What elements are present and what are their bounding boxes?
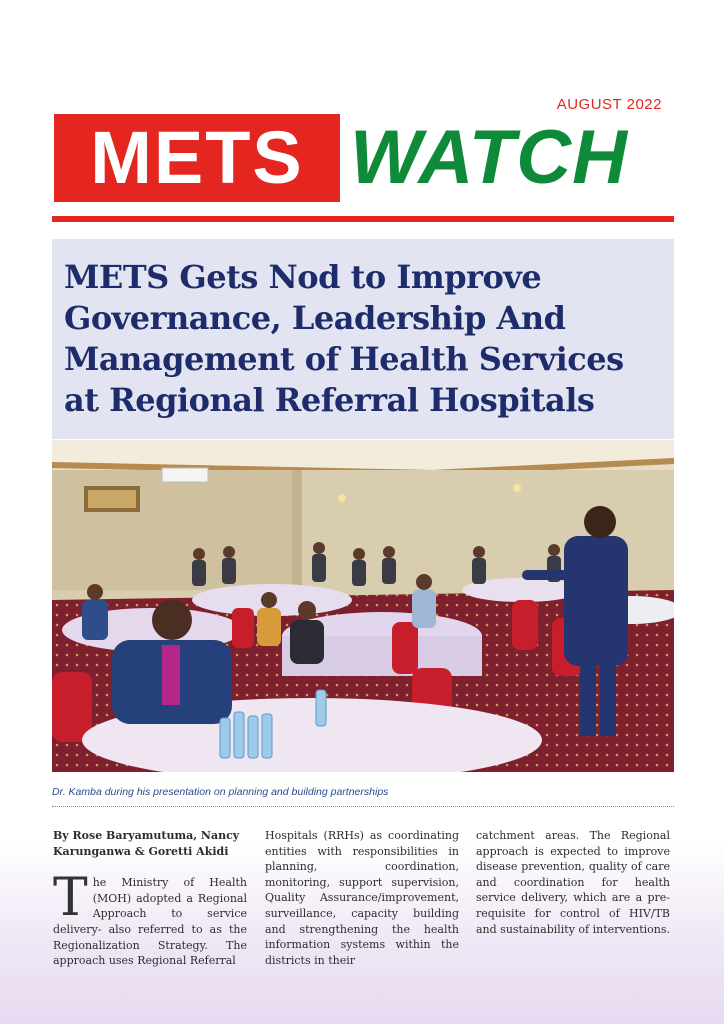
masthead-mets-word: METS xyxy=(90,116,304,199)
article-intro xyxy=(53,868,247,969)
article-col2-text: Hospitals (RRHs) as coordinating entities with responsibilities in planning, coordination, monitoring, support supervision, Quality Assurance/improvement, surveillance, capacity building and strengthening the health information systems within the districts in their xyxy=(265,829,459,967)
article-headline: METS Gets Nod to Improve Governance, Leadership And Management of Health Services at Regional Referral Hospitals xyxy=(64,258,624,419)
masthead-logo xyxy=(54,114,674,202)
conference-room-photo xyxy=(52,440,674,772)
drop-cap: T xyxy=(53,868,88,929)
article-column-2 xyxy=(265,828,459,968)
article-col1-text: he Ministry of Health (MOH) adopted a Regional Approach to service delivery- also referred to as the Regionalization Strategy. The approach uses Regional Referral xyxy=(53,876,247,968)
article-byline: By Rose Baryamutuma, Nancy Karunganwa & Goretti Akidi xyxy=(53,829,240,858)
masthead-watch-word: WATCH xyxy=(350,115,628,200)
article-column-1 xyxy=(53,828,247,969)
caption-divider xyxy=(52,806,674,807)
article-column-3 xyxy=(476,828,670,937)
photo-caption: Dr. Kamba during his presentation on planning and building partnerships xyxy=(52,786,389,798)
masthead-divider xyxy=(52,216,674,222)
issue-date: AUGUST 2022 xyxy=(556,96,662,113)
article-photo xyxy=(52,440,674,772)
headline-panel xyxy=(52,239,674,439)
article-col3-text: catchment areas. The Regional approach is expected to improve disease prevention, quality of care and coordination for health service delivery, which are a pre-requisite for control of HIV/TB and sustainability of interventions. xyxy=(476,829,670,936)
